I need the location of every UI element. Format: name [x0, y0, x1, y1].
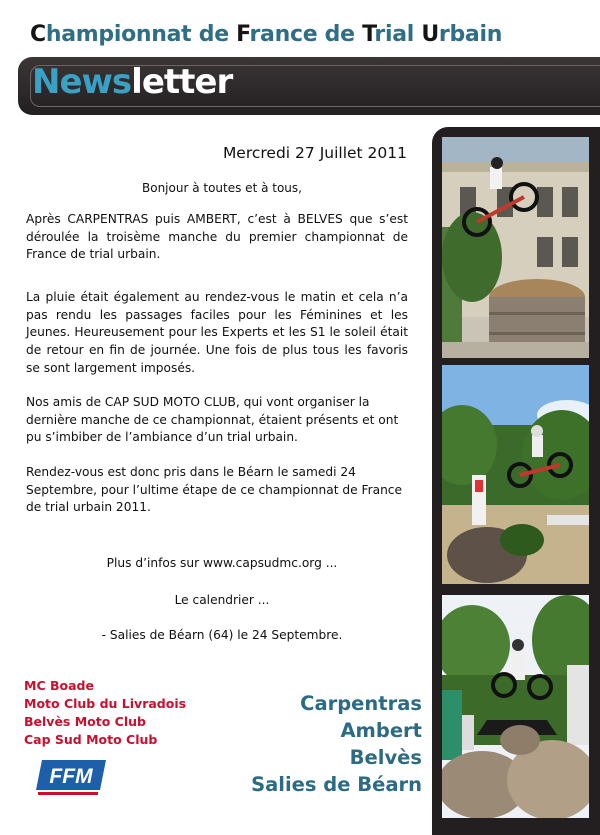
- paragraph-intro: Après CARPENTRAS puis AMBERT, c’est à BELVES que s’est déroulée la troisème manche du premier championnat de France de trial urbain.: [26, 212, 408, 262]
- city-item: Carpentras: [300, 692, 422, 715]
- city-item: Ambert: [340, 719, 422, 742]
- photo-rocks-rider: [442, 595, 589, 818]
- banner-title: [32, 62, 232, 102]
- photo-sidebar: [432, 127, 600, 835]
- paragraph-cap-sud: Nos amis de CAP SUD MOTO CLUB, qui vont organiser la dernière manche de ce championnat, étaient présents et ont pu s’imbiber de l’ambiance d’un trial urbain.: [26, 395, 399, 445]
- photo-outdoor-jump: [442, 365, 589, 584]
- club-item: Cap Sud Moto Club: [24, 732, 158, 747]
- calendar-heading: Le calendrier ...: [174, 593, 270, 607]
- club-item: Belvès Moto Club: [24, 714, 146, 729]
- ffm-logo: [34, 758, 106, 798]
- club-item: Moto Club du Livradois: [24, 696, 187, 711]
- club-item: MC Boade: [24, 678, 94, 693]
- title-part: F: [236, 22, 250, 47]
- paragraph-next-event: Rendez-vous est donc pris dans le Béarn le samedi 24 Septembre, pour l’ultime étape de ce championnat de France de trial urbain 2011.: [26, 465, 403, 515]
- photo-building-rider: [442, 137, 589, 358]
- title-part: T: [362, 22, 375, 47]
- greeting: Bonjour à toutes et à tous,: [142, 181, 302, 195]
- newsletter-date: Mercredi 27 Juillet 2011: [222, 144, 407, 162]
- banner-title-part1: News: [32, 62, 132, 102]
- paragraph-weather: La pluie était également au rendez-vous le matin et cela n’a pas rendu les passages faciles pour les Féminines et les Jeunes. Heureusement pour les Experts et les S1 le soleil était de retour en fin de journée. Une fois de plus tous les favoris se sont largement imposés.: [26, 290, 408, 375]
- title-part: hampionnat de: [45, 22, 237, 47]
- ffm-logo-text: FFM: [49, 765, 93, 788]
- calendar-event: - Salies de Béarn (64) le 24 Septembre.: [101, 628, 343, 642]
- info-link-line: Plus d’infos sur www.capsudmc.org ...: [106, 556, 338, 570]
- city-item: Salies de Béarn: [251, 773, 422, 796]
- city-item: Belvès: [349, 746, 422, 769]
- title-part: rance de: [249, 22, 363, 47]
- club-list: [24, 677, 186, 749]
- page-title: [30, 22, 502, 47]
- newsletter-banner: [18, 57, 600, 115]
- title-part: rbain: [438, 22, 503, 47]
- title-part: rial: [374, 22, 422, 47]
- title-part: U: [421, 22, 439, 47]
- title-part: C: [30, 22, 46, 47]
- city-list: [251, 690, 422, 798]
- banner-title-part2: letter: [131, 62, 233, 102]
